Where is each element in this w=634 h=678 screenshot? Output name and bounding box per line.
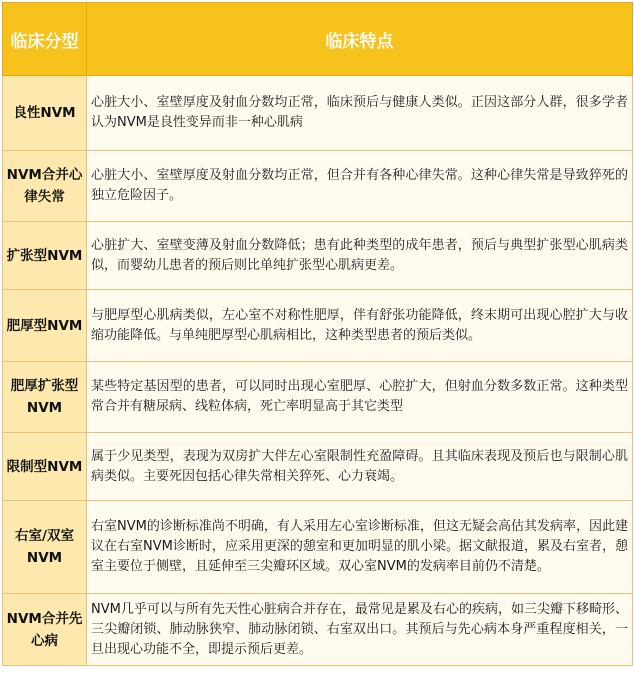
row-description: 某些特定基因型的患者，可以同时出现心室肥厚、心腔扩大，但射血分数多数正常。这种类型常合并有糖尿病、线粒体病，死亡率明显高于其它类型 (87, 362, 633, 433)
row-description: NVM几乎可以与所有先天性心脏病合并存在，最常见是累及右心的疾病，如三尖瓣下移畸形、三尖瓣闭锁、肺动脉狭窄、肺动脉闭锁、右室双出口。其预后与先心病本身严重程度相关，一旦出现心功能不全，即提示预后更差。 (87, 594, 633, 666)
row-description: 心脏大小、室壁厚度及射血分数均正常，临床预后与健康人类似。正因这部分人群，很多学者认为NVM是良性变异而非一种心肌病 (87, 76, 633, 151)
table-header-row (3, 3, 633, 76)
nvm-classification-table (2, 2, 633, 666)
row-type: 右室/双室NVM (3, 501, 87, 594)
table-row (3, 290, 633, 362)
row-description: 与肥厚型心肌病类似，左心室不对称性肥厚，伴有舒张功能降低，终末期可出现心腔扩大与收缩功能降低。与单纯肥厚型心肌病相比，这种类型患者的预后类似。 (87, 290, 633, 362)
header-type: 临床分型 (3, 3, 87, 76)
row-description: 属于少见类型，表现为双房扩大伴左心室限制性充盈障碍。且其临床表现及预后也与限制心肌病类似。主要死因包括心律失常相关猝死、心力衰竭。 (87, 433, 633, 501)
row-type: 限制型NVM (3, 433, 87, 501)
table-row (3, 151, 633, 222)
table-row (3, 222, 633, 290)
row-type: NVM合并心律失常 (3, 151, 87, 222)
table-row (3, 594, 633, 666)
row-type: 肥厚扩张型NVM (3, 362, 87, 433)
row-description: 心脏大小、室壁厚度及射血分数均正常，但合并有各种心律失常。这种心律失常是导致猝死的独立危险因子。 (87, 151, 633, 222)
table-row (3, 362, 633, 433)
row-type: 肥厚型NVM (3, 290, 87, 362)
row-type: 扩张型NVM (3, 222, 87, 290)
classification-table-container (2, 2, 632, 666)
table-row (3, 76, 633, 151)
row-description: 心脏扩大、室壁变薄及射血分数降低；患有此种类型的成年患者，预后与典型扩张型心肌病类似，而婴幼儿患者的预后则比单纯扩张型心肌病更差。 (87, 222, 633, 290)
row-type: 良性NVM (3, 76, 87, 151)
table-row (3, 433, 633, 501)
table-row (3, 501, 633, 594)
header-features: 临床特点 (87, 3, 633, 76)
row-type: NVM合并先心病 (3, 594, 87, 666)
row-description: 右室NVM的诊断标准尚不明确，有人采用左心室诊断标准，但这无疑会高估其发病率，因此建议在右室NVM诊断时，应采用更深的憩室和更加明显的肌小梁。据文献报道，累及右室者，憩室主要位于侧壁，且延伸至三尖瓣环区域。双心室NVM的发病率目前仍不清楚。 (87, 501, 633, 594)
